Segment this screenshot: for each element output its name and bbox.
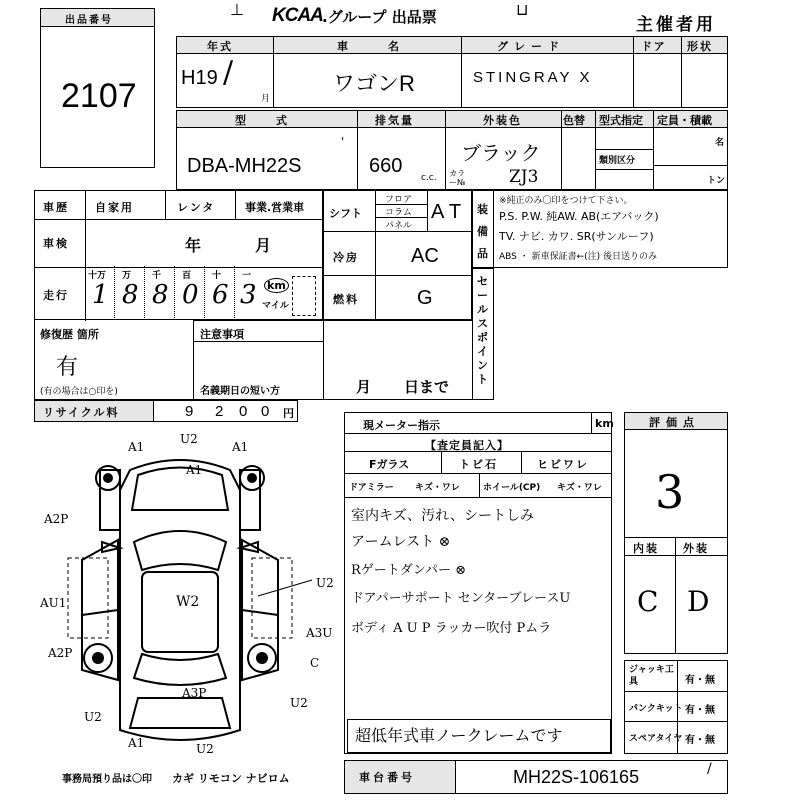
- color-no-label: カラー№: [449, 169, 466, 187]
- inspector-note: ボディ A U P ラッカー吹付 Pムラ: [351, 621, 552, 636]
- mileage-unit-box: [262, 274, 320, 318]
- recycle-digit: 0: [261, 403, 270, 420]
- shift-label: シフト: [329, 207, 362, 220]
- recycle-label: リサイクル料: [43, 406, 120, 419]
- wheel-label: ホイール(CP): [483, 483, 541, 493]
- recycle-unit: 円: [283, 407, 294, 420]
- score-label: 評価点: [649, 416, 700, 429]
- model-label: 型式: [235, 114, 317, 127]
- fuel-label: 燃料: [333, 293, 359, 306]
- mileage-km-unit: km: [264, 278, 289, 293]
- inspector-block: [344, 412, 612, 754]
- inspector-header: 【査定員記入】: [425, 439, 509, 452]
- shift-value: AT: [431, 201, 468, 223]
- cc-unit: c.c.: [421, 173, 437, 183]
- deadline-day: 日まで: [404, 378, 450, 396]
- interior-color-label: 色替: [563, 114, 585, 127]
- damage-mark: U2: [290, 696, 308, 710]
- equipment-row-1: P.S. P.W. 純AW. AB(エアバック): [499, 210, 659, 223]
- inspection-month-unit: 月: [255, 236, 272, 255]
- chassis-row: [344, 760, 728, 794]
- wheel-scratch: キズ・ワレ: [557, 483, 602, 493]
- color-value: ブラック: [461, 141, 541, 165]
- mileage-label: 走行: [43, 289, 69, 302]
- damage-mark: W2: [176, 594, 200, 610]
- year-slash: /: [223, 55, 234, 90]
- deadline-label: 名義期日の短い方: [200, 386, 280, 397]
- damage-mark: U2: [84, 710, 102, 724]
- exterior-label: 外装: [683, 542, 709, 555]
- door-mirror-scratch: キズ・ワレ: [415, 483, 460, 493]
- equipment-note: ※純正のみ〇印をつけて下さい。: [499, 196, 633, 206]
- interior-score: C: [637, 585, 659, 618]
- footer-items: カギ リモコン ナビロム: [172, 772, 290, 785]
- repair-note: (有の場合は○印を): [40, 387, 118, 397]
- mileage-digit-cell: 十万 1: [84, 266, 115, 318]
- mech-block: [322, 190, 472, 320]
- usage-option-private: 自家用: [95, 201, 134, 214]
- car-name: ワゴンR: [333, 71, 415, 96]
- f-glass-label: Fガラス: [369, 458, 410, 471]
- mileage-mile-unit: マイル: [262, 301, 289, 311]
- mileage-grid: [84, 266, 264, 320]
- damage-mark: A3U: [306, 626, 333, 640]
- sales-point-area: [193, 320, 473, 400]
- equipment-label: 装備品: [477, 203, 488, 260]
- sales-point-block: [472, 268, 494, 400]
- recycle-digit: 9: [185, 403, 194, 420]
- shift-option-panel: パネル: [385, 221, 413, 231]
- mileage-digit-cell: 十 6: [204, 266, 235, 318]
- capacity-unit-persons: 名: [715, 138, 725, 148]
- type-designation-label: 型式指定: [599, 114, 643, 127]
- mileage-digit: 1: [92, 280, 109, 310]
- notes-label: 注意事項: [200, 328, 244, 341]
- inspection-year-unit: 年: [185, 236, 202, 255]
- class-label: 類別区分: [599, 156, 636, 166]
- chassis-label: 車台番号: [359, 771, 415, 784]
- chip-label: トビ石: [459, 458, 498, 471]
- name-label: 車名: [337, 40, 439, 53]
- mileage-digit-cell: 一 3: [240, 271, 257, 310]
- mileage-digit: 8: [152, 280, 169, 310]
- inspector-note: 室内キズ、汚れ、シートしみ: [351, 508, 534, 524]
- mileage-digit-cell: 百 0: [174, 266, 205, 318]
- lot-number-label: 出品番号: [65, 15, 113, 26]
- damage-mark: U2: [180, 432, 198, 446]
- model-value: DBA-MH22S: [187, 155, 302, 177]
- repair-value: 有: [56, 355, 79, 380]
- deadline-month: 月: [356, 378, 372, 396]
- meter-label: 現メーター指示: [363, 419, 440, 432]
- recycle-digit: 2: [215, 403, 224, 420]
- door-mirror-label: ドアミラー: [349, 483, 394, 493]
- cc-label: 排気量: [375, 114, 414, 127]
- mileage-digit: 0: [182, 280, 199, 310]
- damage-mark: C: [310, 656, 320, 670]
- crack-label: ヒビワレ: [537, 458, 589, 471]
- repair-label: 修復歴 箇所: [40, 328, 99, 341]
- score-block: [624, 412, 728, 654]
- tool-puncture-value: 有・無: [685, 705, 715, 716]
- color-label: 外装色: [483, 114, 522, 127]
- top-row: [176, 36, 728, 108]
- color-no-value: ZJ3: [509, 167, 539, 187]
- inspector-note: Rゲートダンパー ⊗: [351, 563, 467, 578]
- body-label: 形状: [687, 40, 713, 53]
- mileage-digit: 8: [122, 280, 139, 310]
- ac-label: 冷房: [333, 251, 359, 264]
- tool-jack-label: ジャッキ工具: [629, 665, 674, 687]
- inspector-note: ドアパーサポート センターブレースU: [351, 591, 571, 606]
- tool-spare-value: 有・無: [685, 735, 715, 746]
- mileage-digit-cell: 千 8: [144, 266, 175, 318]
- header-mark: ⊥: [230, 0, 244, 19]
- capacity-unit-tons: トン: [707, 176, 726, 186]
- damage-mark: A2P: [48, 646, 73, 660]
- usage-option-rental: レンタ: [177, 201, 216, 214]
- org-logo: KCAA: [272, 5, 323, 26]
- year-label: 年式: [207, 40, 233, 53]
- inspection-label: 車検: [43, 237, 69, 250]
- inspector-note: アームレスト ⊗: [351, 534, 451, 550]
- equipment-block: [472, 190, 728, 268]
- damage-mark: A3P: [182, 686, 207, 700]
- meter-unit: km: [595, 417, 614, 430]
- damage-mark: A1: [128, 440, 145, 454]
- tool-jack-value: 有・無: [685, 675, 715, 686]
- damage-mark: U2: [316, 576, 334, 590]
- damage-mark: U2: [196, 742, 214, 756]
- doors-label: ドア: [641, 40, 667, 53]
- model-mark: ': [341, 135, 345, 149]
- tools-block: [624, 660, 728, 754]
- fuel-value: G: [417, 287, 433, 309]
- recycle-row: [34, 400, 298, 422]
- interior-label: 内装: [633, 542, 659, 555]
- form-title: .グループ 出品票: [322, 8, 437, 26]
- equipment-row-2: TV. ナビ. カワ. SR(サンルーフ): [499, 230, 654, 243]
- exterior-score: D: [687, 585, 710, 618]
- chassis-mark: /: [707, 761, 712, 777]
- mileage-digit: 3: [240, 280, 257, 310]
- score-value: 3: [655, 465, 685, 519]
- shift-option-floor: フロア: [385, 195, 413, 205]
- lot-number-box: [40, 8, 155, 168]
- damage-mark: AU1: [40, 596, 67, 610]
- damage-mark: A1: [232, 440, 249, 454]
- lot-number-value: 2107: [61, 77, 137, 115]
- damage-mark: A1: [128, 736, 145, 750]
- cc-value: 660: [369, 155, 403, 177]
- tool-puncture-label: パンクキット: [629, 704, 683, 714]
- header-mark: ⊔: [516, 0, 529, 19]
- mileage-unit-dashbox: [292, 276, 316, 316]
- spec-row: [176, 110, 728, 190]
- grade-label: グレード: [497, 40, 565, 53]
- sponsor-label: 主催者用: [636, 15, 716, 35]
- footer-office-note: 事務局預り品は〇印: [62, 774, 152, 785]
- tool-spare-label: スペアタイヤ: [629, 734, 683, 744]
- damage-mark: A1: [186, 463, 203, 477]
- chassis-number: MH22S-106165: [513, 767, 640, 787]
- mileage-digit-cell: 万 8: [114, 266, 145, 318]
- sales-point-label: セールスポイント: [477, 275, 488, 386]
- shift-option-column: コラム: [385, 208, 412, 218]
- capacity-label: 定員・積載: [657, 114, 712, 127]
- mileage-digit: 6: [212, 280, 229, 310]
- usage-option-business: 事業.営業車: [245, 201, 305, 214]
- damage-mark: A2P: [44, 512, 69, 526]
- equipment-row-3: ABS ・ 新車保証書←(注) 後日送りのみ: [499, 252, 658, 262]
- recycle-digit: 0: [239, 403, 248, 420]
- ac-value: AC: [411, 245, 439, 267]
- usage-label: 車歴: [43, 201, 69, 214]
- grade-value: STINGRAY X: [473, 69, 593, 86]
- inspector-bottom-note: 超低年式車ノークレームです: [355, 726, 563, 745]
- year-month-unit: 月: [261, 94, 271, 104]
- year-era: H19: [181, 67, 218, 89]
